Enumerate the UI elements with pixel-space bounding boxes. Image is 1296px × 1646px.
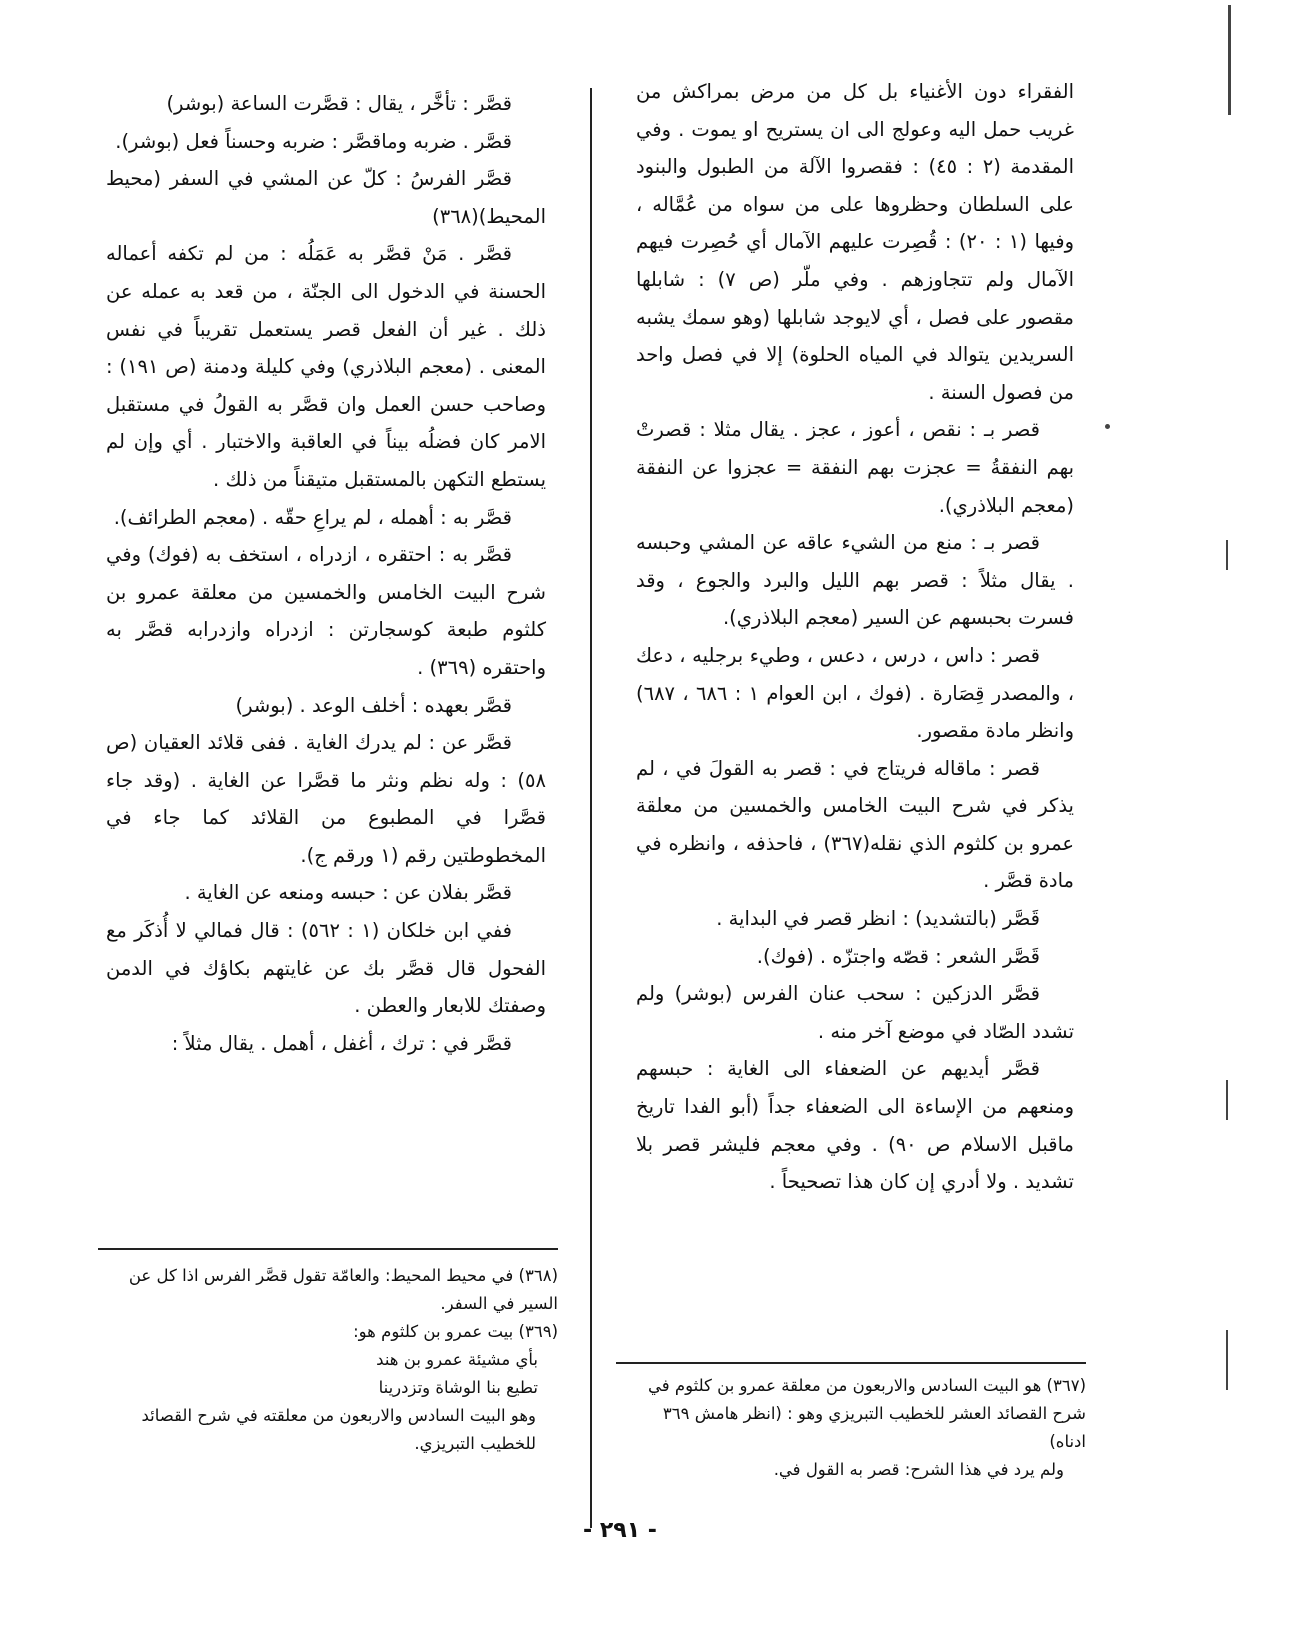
verse-hemistich: بأي مشيئة عمرو بن هند	[376, 1350, 538, 1369]
verse-line	[98, 1346, 558, 1374]
entry-paragraph: قصَّر به : احتقره ، ازدراه ، استخف به (فوك) وفي شرح البيت الخامس والخمسين من معلقة عمرو بن كلثوم طبعة كوسجارتن : ازدراه وازدرابه قصَّر به واحتقره (٣٦٩) .	[106, 543, 546, 679]
entry-paragraph: قصَّر . مَنْ قصَّر به عَمَلُه : من لم تكفه أعماله الحسنة في الدخول الى الجنّة ، من قعد به عمله عن ذلك . غير أن الفعل قصر يستعمل تقريباً في نفس المعنى . (معجم البلاذري) وفي كليلة ودمنة (ص ١٩١) : وصاحب حسن العمل وان قصَّر به القولُ في مستقبل الامر كان فضلُه بيناً في العاقبة والاختبار . أي وإن لم يستطع التكهن بالمستقبل متيقناً من ذلك .	[106, 242, 546, 491]
entry-paragraph: قصر : داس ، درس ، دعس ، وطيء برجليه ، دعك ، والمصدر قِصَارة . (فوك ، ابن العوام ١ : ٦٨٦ ، ٦٨٧) وانظر مادة مقصور.	[636, 643, 1074, 743]
entry-paragraph: ففي ابن خلكان (١ : ٥٦٢) : قال فمالي لا أُذكَر مع الفحول قال قصَّر بك عن غايتهم بكاؤك في الدمن وصفتك للابعار والعطن .	[106, 919, 546, 1018]
entry-paragraph: قصَّر في : ترك ، أغفل ، أهمل . يقال مثلاً :	[171, 1031, 512, 1055]
scan-edge-mark	[1226, 1080, 1228, 1120]
entry-paragraph: قصَّر . ضربه وماقصَّر : ضربه وحسناً فعل (بوشر).	[115, 129, 512, 153]
entry-paragraph: قَصَّر (بالتشديد) : انظر قصر في البداية .	[716, 907, 1040, 931]
entry-paragraph: قصَّر عن : لم يدرك الغاية . ففى قلائد العقيان (ص ٥٨) : وله نظم ونثر ما قصَّرا عن الغاية . (وقد جاء قصَّرا في المطبوع من القلائد كما جاء في المخطوطتين رقم (١ ورقم ج).	[106, 731, 546, 867]
page-number: - ٢٩١ -	[583, 1518, 657, 1543]
entry-paragraph: قصَّر به : أهمله ، لم يراعِ حقّه . (معجم الطرائف).	[113, 505, 512, 529]
scan-edge-mark	[1228, 5, 1231, 115]
left-column	[106, 85, 546, 1062]
footnotes-right	[630, 1372, 1086, 1484]
entry-paragraph: قصر : ماقاله فريتاج في : قصر به القولَ في ، لم يذكر في شرح البيت الخامس والخمسين من معلقة عمرو بن كلثوم الذي نقله(٣٦٧) ، فاحذفه ، وانظره في مادة قصَّر .	[636, 756, 1074, 893]
footnote-369-note: وهو البيت السادس والاربعون من معلقته في شرح القصائد للخطيب التبريزي.	[141, 1406, 536, 1453]
entry-paragraph: قصَّر الدزكين : سحب عنان الفرس (بوشر) ولم تشدد الصّاد في موضع آخر منه .	[636, 982, 1074, 1043]
speck-mark	[1105, 424, 1110, 429]
entry-paragraph: قصَّر بعهده : أخلف الوعد . (بوشر)	[235, 693, 512, 717]
entry-paragraph: قصَّر : تأخَّر ، يقال : قصَّرت الساعة (بوشر)	[166, 92, 512, 115]
entry-paragraph: قصَّر أيديهم عن الضعفاء الى الغاية : حبسهم ومنعهم من الإساءة الى الضعفاء جداً (أبو الفدا تاريخ ماقبل الاسلام ص ٩٠) . وفي معجم فليشر قصر بلا تشديد . ولا أدري إن كان هذا تصحيحاً .	[636, 1057, 1074, 1194]
footnote-369: (٣٦٩) بيت عمرو بن كلثوم هو:	[353, 1322, 558, 1341]
entry-paragraph: قصر بـ : نقص ، أعوز ، عجز . يقال مثلا : قصرتْ بهم النفقةُ = عجزت بهم النفقة = عجزوا عن النفقة (معجم البلاذري).	[636, 418, 1074, 517]
footnotes-left	[98, 1262, 558, 1458]
column-divider	[590, 88, 592, 1528]
footnote-367-note: ولم يرد في هذا الشرح: قصر به القول في.	[773, 1460, 1064, 1479]
scan-edge-mark	[1226, 1330, 1228, 1390]
entry-paragraph: قصَّر بفلان عن : حبسه ومنعه عن الغاية .	[184, 881, 512, 905]
entry-paragraph: قصَّر الفرسُ : كلّ عن المشي في السفر (محيط المحيط)(٣٦٨)	[106, 167, 546, 228]
scan-edge-mark	[1226, 540, 1228, 570]
verse-hemistich: تطيع بنا الوشاة وتزدرينا	[378, 1378, 538, 1397]
verse-line	[98, 1374, 558, 1402]
right-column	[636, 73, 1074, 1201]
footnote-367: (٣٦٧) هو البيت السادس والاربعون من معلقة عمرو بن كلثوم في شرح القصائد العشر للخطيب التبريزي وهو : (انظر هامش ٣٦٩ ادناه)	[647, 1376, 1086, 1451]
entry-paragraph: قصر بـ : منع من الشيء عاقه عن المشي وحبسه . يقال مثلاً : قصر بهم الليل والبرد والجوع ، وقد فسرت بحبسهم عن السير (معجم البلاذري).	[636, 531, 1074, 630]
footnote-rule	[616, 1362, 1086, 1364]
footnote-rule	[98, 1248, 558, 1250]
entry-paragraph: قَصَّر الشعر : قصّه واجتزّه . (فوك).	[756, 944, 1040, 968]
footnote-368: (٣٦٨) في محيط المحيط: والعامّة تقول قصَّر الفرس اذا كل عن السير في السفر.	[128, 1266, 558, 1313]
entry-paragraph: الفقراء دون الأغنياء بل كل من مرض بمراكش من غريب حمل اليه وعولج الى ان يستريح او يموت . وفي المقدمة (٢ : ٤٥) : فقصروا الآلة من الطبول والبنود على السلطان وحظروها على من سواه من عُمَّاله ، وفيها (١ : ٢٠) : قُصِرت عليهم الآمال أي حُصِرت فيهم الآمال ولم تتجاوزهم . وفي ملّر (ص ٧) : شابلها مقصور على فصل ، أي لايوجد شابلها (وهو سمك يشبه السريدين يتوالد في المياه الحلوة) إلا في فصل واحد من فصول السنة .	[636, 80, 1074, 404]
